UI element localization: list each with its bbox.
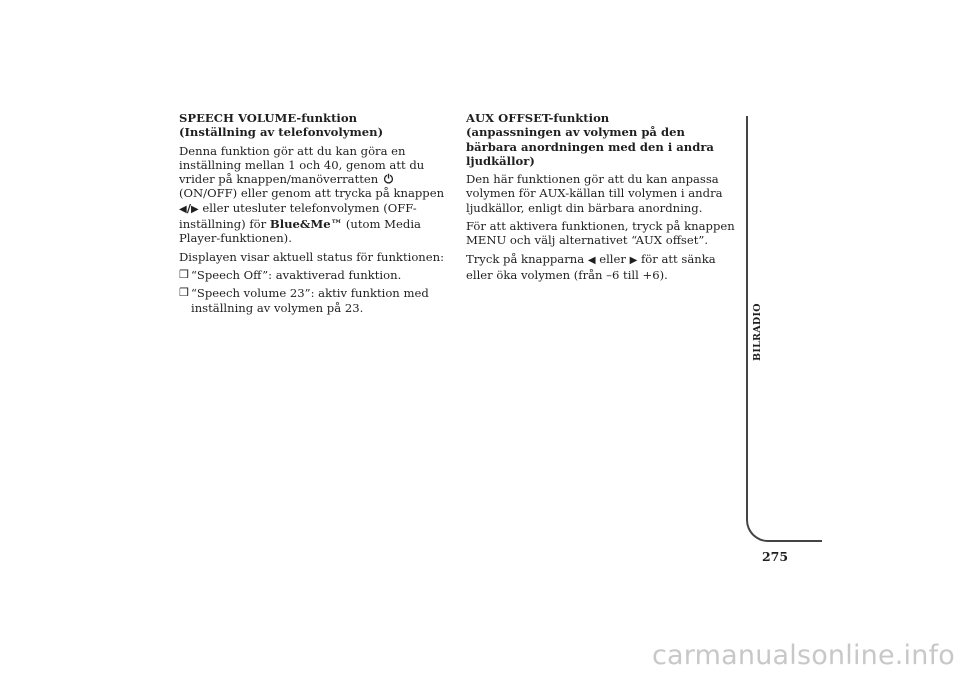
heading-line-2: (anpassningen av volymen på den bärbara anordningen med den i andra ljudkällor) [466, 125, 714, 168]
paragraph-text: eller utesluter telefonvolymen (OFF-inställning) för [179, 200, 417, 232]
aux-paragraph-1: Den här funktionen gör att du kan anpassa volymen för AUX-källan till volymen i andra ljudkällor, enligt din bärbara anordning. [466, 172, 723, 215]
paragraph-text: (utom Media Player-funktionen). [179, 217, 421, 246]
list-item [179, 268, 451, 282]
aux-paragraph-3 [466, 252, 738, 283]
list-item-text: “Speech Off”: avaktiverad funktion. [191, 267, 402, 282]
right-arrow-icon: ▶ [190, 203, 199, 215]
aux-offset-heading [466, 111, 738, 168]
paragraph-text: eller [599, 251, 626, 266]
power-icon [383, 173, 394, 184]
brand-name: Blue&Me™ [269, 217, 343, 232]
list-item-text: “Speech volume 23”: aktiv funktion med inställning av volymen på 23. [191, 286, 429, 315]
status-intro: Displayen visar aktuell status för funktionen: [179, 249, 445, 264]
checkbox-bullet-icon: ❒ [179, 286, 189, 300]
heading-line-2: (Inställning av telefonvolymen) [179, 125, 384, 140]
heading-line-1: SPEECH VOLUME-funktion [179, 111, 357, 125]
paragraph-text: (ON/OFF) eller genom att trycka på knappen [179, 186, 445, 201]
checkbox-bullet-icon: ❒ [179, 267, 189, 281]
watermark: carmanualsonline.info [652, 640, 955, 671]
left-arrow-icon: ◀ [587, 254, 596, 266]
right-arrow-icon: ▶ [629, 254, 638, 266]
speech-volume-paragraph [179, 144, 451, 246]
aux-paragraph-2: För att aktivera funktionen, tryck på knappen MENU och välj alternativet “AUX offset”. [466, 219, 735, 248]
paragraph-text: Denna funktion gör att du kan göra en inställning mellan 1 och 40, genom att du vrider på knappen/manöverratten [179, 143, 425, 187]
slash-glyph: / [186, 200, 191, 215]
right-column [466, 111, 738, 286]
section-label: BILRADIO [752, 303, 763, 361]
speech-volume-heading [179, 111, 451, 140]
left-arrow-icon: ◀ [179, 203, 187, 215]
paragraph-text: Tryck på knapparna [466, 251, 585, 266]
paragraph-text: för att sänka eller öka volymen (från –6 till +6). [466, 251, 716, 282]
list-item [179, 286, 451, 315]
page-number: 275 [761, 549, 789, 564]
heading-line-1: AUX OFFSET-funktion [466, 111, 610, 125]
left-column [179, 111, 451, 319]
